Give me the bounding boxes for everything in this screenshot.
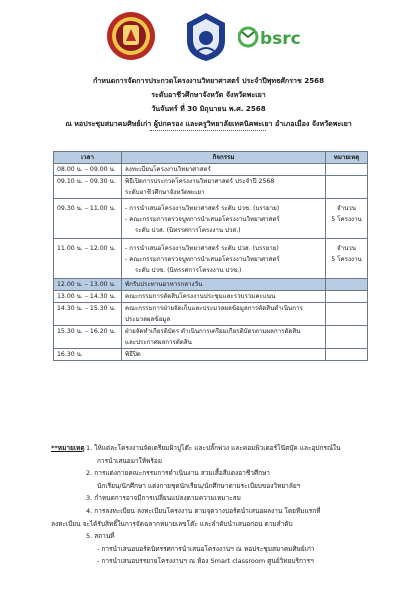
time-cell: 15.30 น. – 16.20 น.: [54, 326, 122, 349]
time-cell: 11.00 น. – 12.00 น.: [54, 239, 122, 279]
activity-line: - คณะกรรมการตรวจบูทการนำเสนอโครงงานวิทยาศาสตร์: [125, 216, 280, 223]
header-activity: กิจกรรม: [122, 152, 326, 164]
note-line: - การนำเสนอบรรยายโครงงานฯ ณ ห้อง Smart classroom ศูนย์วิทยบริการฯ: [97, 557, 314, 566]
activity-cell: [122, 303, 326, 326]
doc-title: กำหนดการจัดการประกวดโครงงานวิทยาศาสตร์ ประจำปีพุทธศักราช 2568: [92, 76, 325, 85]
note-line: นักเรียน/นักศึกษา แต่งกายชุดนักเรียน/นักศึกษาตามระเบียบของวิทยาลัยฯ: [97, 481, 301, 490]
table-row: [54, 303, 368, 326]
logo-bar: [0, 11, 417, 63]
table-row: [54, 239, 368, 279]
time-cell: 08.00 น. – 09.00 น.: [54, 164, 122, 176]
time-cell: 14.30 น. – 15.30 น.: [54, 303, 122, 326]
activity-cell: [122, 239, 326, 279]
activity-cell: [122, 279, 326, 291]
table-row: [54, 349, 368, 361]
note-line: จำนวน: [336, 205, 357, 212]
activity-line: คณะกรรมการตัดสินโครงงานประชุมและรวบรวมคะแนน: [125, 293, 276, 300]
table-header-row: [54, 152, 368, 164]
note-line: 3. กำหนดการอาจมีการเปลี่ยนแปลงตามความเหมาะสม: [86, 494, 241, 503]
note-line: 2. การแต่งกายคณะกรรมการดำเนินงาน สวมเสื้อสีแดงอาชีวศึกษา: [86, 469, 270, 478]
time-cell: 16.30 น.: [54, 349, 122, 361]
activity-line: พักรับประทานอาหารกลางวัน: [125, 281, 203, 288]
doc-subtitle-level: ระดับอาชีวศึกษาจังหวัด จังหวัดพะเยา: [151, 90, 266, 99]
activity-line: และประกาศผลการตัดสิน: [125, 339, 192, 346]
note-cell: [326, 349, 368, 361]
doc-venue: ณ หอประชุมสมาคมศิษย์เก่า ผู้ปกครอง และครูวิทยาลัยเทคนิคพะเยา อำเภอเมือง จังหวัดพะเยา: [65, 119, 352, 128]
time-cell: 13.00 น. – 14.30 น.: [54, 291, 122, 303]
note-line: การนำเสนอมาให้พร้อม: [97, 456, 163, 465]
note-cell: [326, 291, 368, 303]
emblem-logo: [183, 11, 229, 63]
activity-line: - การนำเสนอโครงงานวิทยาศาสตร์ ระดับ ปวส. (บรรยาย): [125, 245, 279, 252]
note-cell: [326, 303, 368, 326]
seal-logo: [106, 11, 156, 61]
activity-line: - คณะกรรมการตรวจบูทการนำเสนอโครงงานวิทยาศาสตร์: [125, 256, 280, 263]
note-cell: [326, 199, 368, 239]
activity-cell: [122, 176, 326, 199]
activity-line: ลงทะเบียนโครงงานวิทยาศาสตร์: [125, 166, 211, 173]
note-cell: [326, 239, 368, 279]
bsrc-logo-text: bsrc: [260, 29, 301, 49]
notes-heading: **หมายเหตุ: [51, 444, 85, 452]
activity-line: ระดับ ปวส. (นิทรรศการโครงงาน ปวส.): [135, 227, 241, 234]
table-row-lunch: [54, 279, 368, 291]
time-cell: 12.00 น. – 13.00 น.: [54, 279, 122, 291]
activity-line: - การนำเสนอโครงงานวิทยาศาสตร์ ระดับ ปวช. (บรรยาย): [125, 205, 280, 212]
activity-line: พิธีเปิดการประกวดโครงงานวิทยาศาสตร์ ประจำปี 2568: [125, 178, 275, 185]
activity-cell: [122, 326, 326, 349]
note-cell: [326, 164, 368, 176]
note-line: จำนวน: [336, 245, 357, 252]
activity-line: พิธีปิด: [125, 351, 141, 358]
time-cell: 09.30 น. – 11.00 น.: [54, 199, 122, 239]
note-cell: [326, 279, 368, 291]
note-cell: [326, 326, 368, 349]
note-line: 5 โครงงาน: [331, 216, 362, 223]
table-row: [54, 199, 368, 239]
note-line: ลงทะเบียน จะได้รับสิทธิ์ในการจัดฉลากหมายเลขโต๊ะ และลำดับนำเสนอก่อน ตามลำดับ: [51, 519, 293, 528]
doc-date: วันจันทร์ ที่ 30 มิถุนายน พ.ศ. 2568: [151, 104, 266, 113]
note-line: 5 โครงงาน: [331, 256, 362, 263]
table-row: [54, 176, 368, 199]
header-note: หมายเหตุ: [326, 152, 368, 164]
time-cell: 09.10 น. – 09.30 น.: [54, 176, 122, 199]
note-line: 5. สถานที่: [86, 532, 115, 541]
schedule-table: [53, 151, 368, 361]
activity-cell: [122, 291, 326, 303]
activity-cell: [122, 164, 326, 176]
activity-line: ประมวลผลข้อมูล: [125, 316, 171, 323]
activity-line: ฝ่ายจัดทำเกียรติบัตร ดำเนินการเตรียมเกียรติบัตรตามผลการตัดสิน: [125, 328, 301, 335]
activity-cell: [122, 349, 326, 361]
note-line: 1. ให้แต่ละโครงงานจัดเตรียมฝ้าปูโต๊ะ และปลั๊กพ่วง และคอมพิวเตอร์โน๊ตบุ๊ค และอุปกรณ์ใน: [86, 444, 341, 452]
dotted-divider: [150, 130, 266, 131]
table-row: [54, 326, 368, 349]
note-line: 4. การลงทะเบียน ลงทะเบียนโครงงาน ตามจุดวางบอร์ดนำเสนอผลงาน โดยทีมแรกที่: [86, 507, 321, 515]
note-cell: [326, 176, 368, 199]
bsrc-logo: [238, 24, 318, 50]
activity-line: คณะกรรมการฝ่ายจัดเก็บและประมวลผลข้อมูลการตัดสินดำเนินการ: [125, 305, 303, 312]
header-time: เวลา: [54, 152, 122, 164]
activity-line: ระดับอาชีวศึกษาจังหวัดพะเยา: [125, 189, 205, 196]
note-line: - การนำเสนอบอร์ดนิทรรศการนำเสนอโครงงานฯ ณ หอประชุมสมาคมศิษย์เก่า: [97, 544, 315, 553]
table-row: [54, 164, 368, 176]
activity-line: ระดับ ปวช. (นิทรรศการโครงงาน ปวช.): [135, 267, 242, 274]
activity-cell: [122, 199, 326, 239]
table-row: [54, 291, 368, 303]
